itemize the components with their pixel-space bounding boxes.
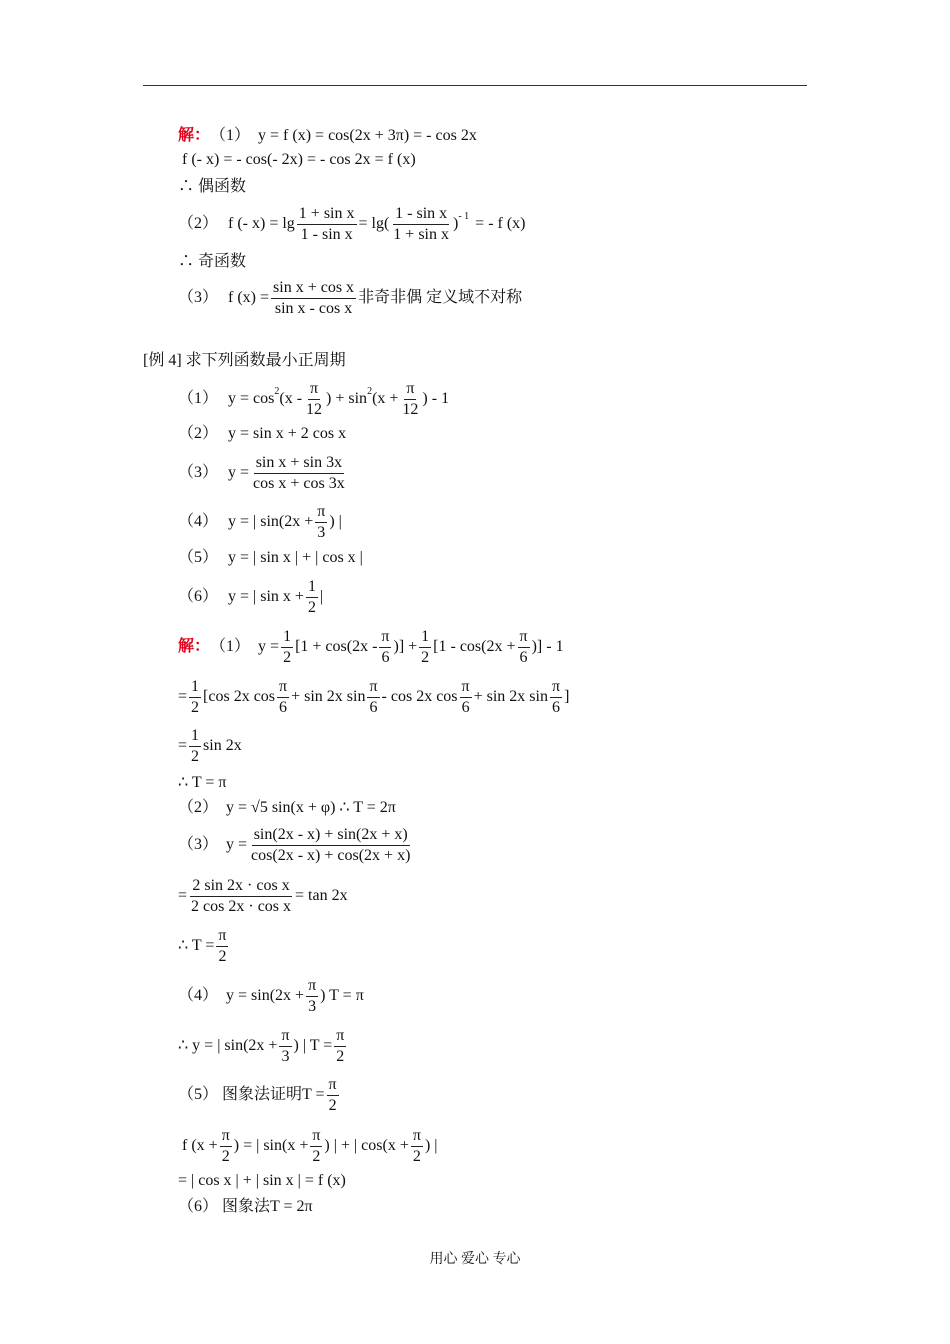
solution-line-3 [178, 177, 246, 197]
formula: - cos 2x cos [381, 688, 458, 705]
item-number: （2） [178, 425, 219, 442]
formula: ) | T = [293, 1037, 333, 1054]
answer-3-step-2 [178, 874, 348, 918]
fraction [281, 627, 293, 668]
exponent: - 1 [458, 211, 470, 222]
denominator: 2 [218, 947, 227, 965]
formula: ∴ y = | sin(2x + [178, 1037, 278, 1054]
denominator: 6 [519, 648, 528, 666]
formula: ) + sin [326, 390, 368, 407]
fraction [379, 627, 391, 668]
fraction [304, 379, 324, 420]
fraction [518, 627, 530, 668]
fraction [315, 502, 327, 543]
numerator: π [334, 1026, 346, 1047]
formula: [cos 2x cos [203, 688, 276, 705]
header-rule [143, 85, 807, 86]
example-title: [例 4] 求下列函数最小正周期 [143, 352, 346, 369]
numerator: 1 [306, 577, 318, 598]
formula: f (x) = [228, 289, 270, 306]
formula: (x + [372, 390, 399, 407]
denominator: cos(2x - x) + cos(2x + x) [251, 846, 411, 864]
denominator: 2 [421, 648, 430, 666]
example-4-title [143, 351, 346, 371]
numerator: π [279, 1026, 291, 1047]
answer-3 [178, 823, 414, 867]
answer-5-step-3 [178, 1171, 346, 1191]
item-number: （2） [178, 215, 219, 232]
denominator: 2 [307, 598, 316, 616]
formula: | [319, 588, 324, 605]
denominator: 2 [328, 1096, 337, 1114]
formula: f (- x) = - cos(- 2x) = - cos 2x = f (x) [182, 151, 416, 168]
fraction [189, 876, 293, 917]
item-number: （1） [210, 638, 251, 655]
formula: ) [453, 215, 459, 232]
answer-6 [178, 1197, 313, 1217]
solution-line-5 [178, 252, 246, 272]
numerator: π [411, 1126, 423, 1147]
solution-line-2 [182, 150, 416, 170]
item-number: （1） [210, 127, 251, 144]
fraction [411, 1126, 423, 1167]
denominator: 2 [283, 648, 292, 666]
formula: y = [258, 638, 280, 655]
fraction [367, 677, 379, 718]
page-footer: 用心 爱心 专心 [429, 1252, 521, 1267]
remark: 非奇非偶 定义域不对称 [358, 289, 523, 306]
fraction [310, 1126, 322, 1167]
answer-4-conclusion [178, 1024, 348, 1068]
numerator: sin(2x - x) + sin(2x + x) [252, 825, 410, 846]
item-number: （4） [178, 987, 219, 1004]
question-2 [178, 424, 346, 444]
numerator: π [277, 677, 289, 698]
formula: )] + [393, 638, 418, 655]
formula: sin 2x [203, 737, 242, 754]
denominator: 2 cos 2x · cos x [191, 897, 292, 915]
denominator: sin x - cos x [274, 299, 353, 317]
formula: + sin 2x sin [291, 688, 366, 705]
answer-1 [178, 625, 564, 669]
formula: y = | sin x | + | cos x | [228, 549, 363, 566]
formula: )] - 1 [531, 638, 564, 655]
remark: 图象法证明 [222, 1086, 303, 1103]
denominator: 2 [191, 747, 200, 765]
item-number: （5） [178, 1086, 219, 1103]
denominator: 6 [461, 698, 470, 716]
question-4 [178, 500, 342, 544]
fraction [419, 627, 431, 668]
denominator: 2 [412, 1147, 421, 1165]
fraction [189, 677, 201, 718]
formula: y = f (x) = cos(2x + 3π) = - cos 2x [258, 127, 477, 144]
item-number: （4） [178, 513, 219, 530]
answer-5-step-2 [182, 1124, 437, 1168]
formula: = [178, 737, 188, 754]
denominator: 1 - sin x [300, 225, 353, 243]
fraction [327, 1075, 339, 1116]
question-5 [178, 548, 363, 568]
fraction [334, 1026, 346, 1067]
remark: 图象法 [222, 1198, 271, 1215]
answer-1-step-3 [178, 724, 242, 768]
numerator: 1 + sin x [297, 204, 357, 225]
fraction [460, 677, 472, 718]
item-number: （3） [178, 464, 219, 481]
fraction [550, 677, 562, 718]
formula: y = sin(2x + [226, 987, 305, 1004]
numerator: π [310, 1126, 322, 1147]
formula: = [178, 688, 188, 705]
numerator: 2 sin 2x · cos x [190, 876, 291, 897]
formula: = [178, 887, 188, 904]
fraction [216, 926, 228, 967]
formula: = lg( [358, 215, 390, 232]
item-number: （6） [178, 588, 219, 605]
denominator: 3 [308, 997, 317, 1015]
fraction [249, 825, 412, 866]
numerator: π [404, 379, 416, 400]
formula: ) | [424, 1137, 438, 1154]
answer-1-step-2 [178, 675, 569, 719]
formula: ) T = π [320, 987, 364, 1004]
formula: = - f (x) [475, 215, 526, 232]
formula: [1 + cos(2x - [295, 638, 378, 655]
numerator: π [550, 677, 562, 698]
exponent: 2 [367, 386, 373, 397]
formula: ) | [329, 513, 342, 530]
fraction [277, 677, 289, 718]
formula: = | cos x | + | sin x | = f (x) [178, 1172, 346, 1189]
denominator: 2 [336, 1047, 345, 1065]
solution-label: 解： [178, 127, 211, 144]
formula: ) - 1 [422, 390, 450, 407]
conclusion: ∴ T = π [178, 774, 227, 791]
denominator: 6 [552, 698, 561, 716]
answer-3-conclusion [178, 924, 230, 968]
numerator: 1 [419, 627, 431, 648]
formula: y = √5 sin(x + φ) ∴ T = 2π [226, 799, 396, 816]
denominator: 2 [191, 698, 200, 716]
item-number: （1） [178, 390, 219, 407]
fraction [306, 976, 318, 1017]
item-number: （5） [178, 549, 219, 566]
fraction [220, 1126, 232, 1167]
item-number: （3） [178, 289, 219, 306]
numerator: π [308, 379, 320, 400]
answer-4 [178, 974, 364, 1018]
numerator: 1 - sin x [393, 204, 449, 225]
item-number: （6） [178, 1198, 219, 1215]
numerator: π [306, 976, 318, 997]
fraction [189, 726, 201, 767]
formula: y = sin x + 2 cos x [228, 425, 347, 442]
numerator: π [216, 926, 228, 947]
formula: ] [564, 688, 570, 705]
solution-line-6 [178, 276, 522, 320]
numerator: 1 [281, 627, 293, 648]
formula: y = | sin x + [228, 588, 304, 605]
denominator: 12 [306, 400, 323, 418]
formula: T = 2π [270, 1198, 313, 1215]
formula: = tan 2x [295, 887, 348, 904]
denominator: 3 [281, 1047, 290, 1065]
numerator: sin x + cos x [271, 278, 356, 299]
formula: [1 - cos(2x + [433, 638, 516, 655]
solution-line-4 [178, 202, 526, 246]
denominator: 12 [402, 400, 419, 418]
fraction [391, 204, 451, 245]
formula: ) = | sin(x + [233, 1137, 309, 1154]
conclusion: ∴ 偶函数 [178, 178, 247, 195]
conclusion: ∴ 奇函数 [178, 253, 247, 270]
formula: ) | + | cos(x + [324, 1137, 409, 1154]
formula: f (x + [182, 1137, 218, 1154]
formula: y = [228, 464, 250, 481]
formula: T = [302, 1086, 325, 1103]
solution-label: 解： [178, 638, 211, 655]
fraction [306, 577, 318, 618]
fraction [271, 278, 356, 319]
denominator: 2 [312, 1147, 321, 1165]
denominator: 6 [381, 648, 390, 666]
numerator: π [518, 627, 530, 648]
numerator: π [220, 1126, 232, 1147]
answer-2 [178, 798, 396, 818]
answer-5 [178, 1073, 341, 1117]
numerator: 1 [189, 726, 201, 747]
question-6 [178, 575, 323, 619]
solution-line-1 [178, 126, 477, 146]
numerator: π [367, 677, 379, 698]
numerator: sin x + sin 3x [254, 453, 344, 474]
numerator: π [327, 1075, 339, 1096]
answer-1-conclusion [178, 773, 226, 793]
numerator: π [460, 677, 472, 698]
fraction [251, 453, 347, 494]
fraction [279, 1026, 291, 1067]
formula: ∴ T = [178, 937, 215, 954]
formula: (x - [279, 390, 303, 407]
denominator: 6 [279, 698, 288, 716]
denominator: 6 [369, 698, 378, 716]
numerator: π [379, 627, 391, 648]
question-3 [178, 451, 349, 495]
item-number: （3） [178, 836, 219, 853]
denominator: 2 [221, 1147, 230, 1165]
denominator: 3 [317, 523, 326, 541]
denominator: cos x + cos 3x [253, 474, 345, 492]
formula: y = [226, 836, 248, 853]
question-1 [178, 377, 449, 421]
exponent: 2 [274, 386, 280, 397]
numerator: π [315, 502, 327, 523]
fraction [297, 204, 357, 245]
formula: + sin 2x sin [473, 688, 548, 705]
fraction [400, 379, 420, 420]
numerator: 1 [189, 677, 201, 698]
formula: y = cos [228, 390, 275, 407]
denominator: 1 + sin x [393, 225, 449, 243]
item-number: （2） [178, 799, 219, 816]
formula: f (- x) = lg [228, 215, 295, 232]
formula: y = | sin(2x + [228, 513, 314, 530]
